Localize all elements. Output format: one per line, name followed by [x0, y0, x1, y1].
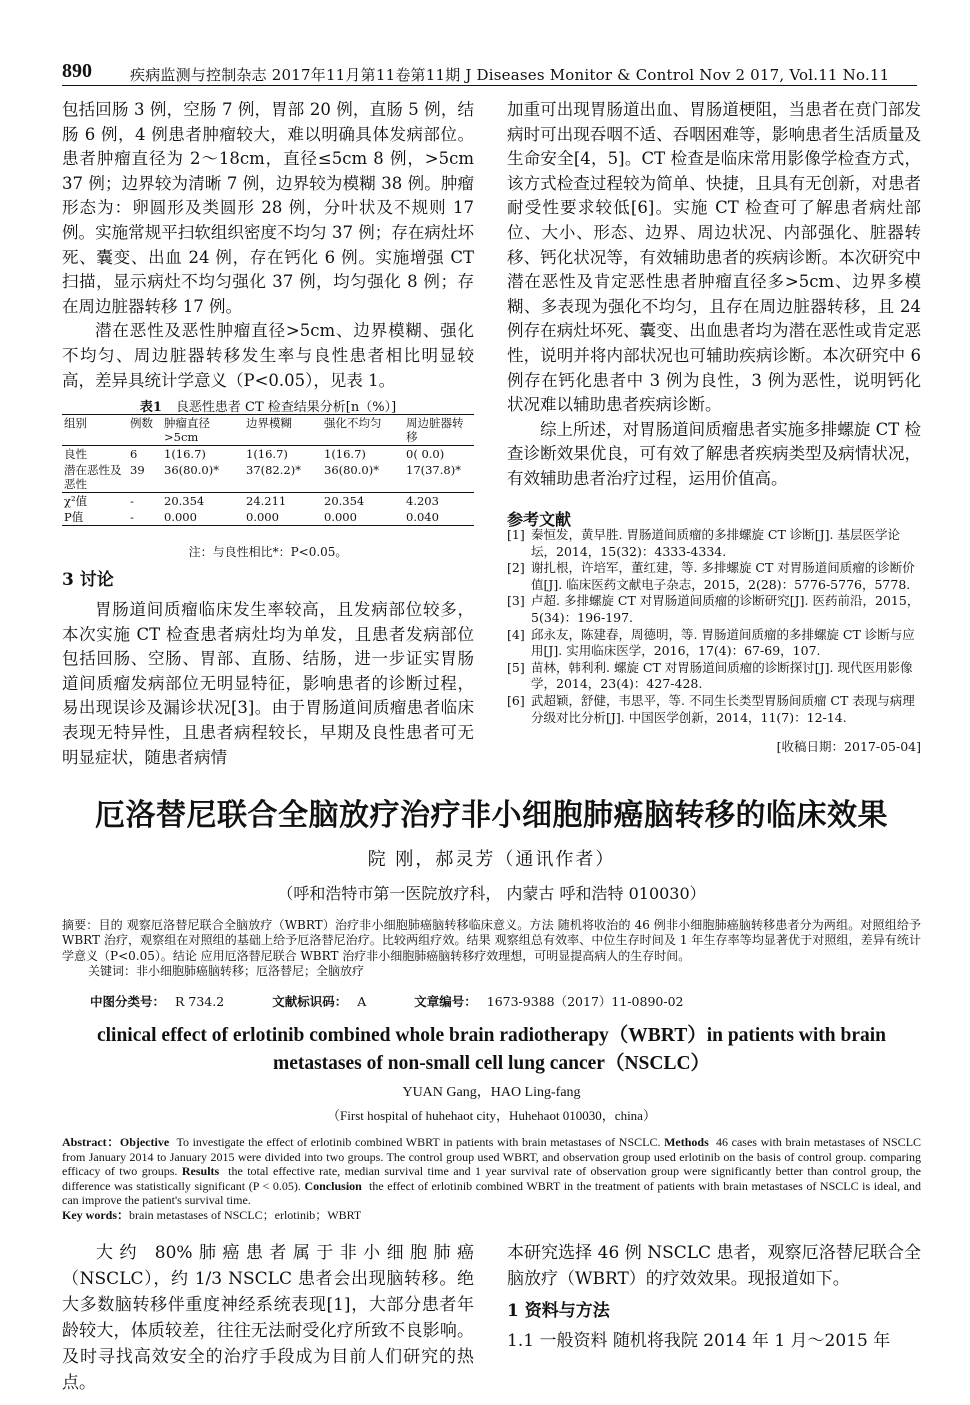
table-cell: 4.203 [406, 494, 439, 508]
intro-right-column [507, 1240, 921, 1354]
reference-text: 秦恒发，黄早胜. 胃肠道间质瘤的多排螺旋 CT 诊断[J]. 基层医学论坛，2014，15(32)：4333-4334. [531, 527, 901, 559]
section-heading: 1 资料与方法 [507, 1301, 610, 1321]
reference-number: [1] [507, 527, 525, 542]
table-number: 表1 [139, 400, 162, 415]
reference-number: [6] [507, 692, 525, 708]
table-cell: 24.211 [246, 494, 287, 508]
abstract-en-conclusion: the effect of erlotinib combined WBRT in the treatment of patients with brain metastases of NSCLC is ideal, and can improve the patient's survival time. [62, 1178, 921, 1208]
table-row [62, 462, 474, 493]
reference-item [507, 693, 921, 726]
abstract-en-objective: To investigate the effect of erlotinib combined WBRT in patients with brain metastases of NSCLC. [176, 1135, 661, 1149]
table-cell: 20.354 [164, 494, 205, 508]
reference-number: [2] [507, 560, 525, 576]
table-row [62, 509, 474, 526]
reference-number: [5] [507, 659, 525, 675]
table-cell: 0( 0.0) [406, 447, 445, 461]
body-paragraph: 综上所述，对胃肠道间质瘤患者实施多排螺旋 CT 检查诊断效果优良，可有效了解患者疾病类型及病情状况，有效辅助患者治疗过程，运用价值高。 [507, 419, 921, 488]
page-header [62, 60, 917, 86]
reference-item [507, 527, 921, 560]
table-cell: 1(16.7) [246, 447, 288, 461]
body-paragraph: 本研究选择 46 例 NSCLC 患者，观察厄洛替尼联合全脑放疗（WBRT）的疗效效果。现报道如下。 [507, 1243, 921, 1289]
keywords-cn: 关键词：非小细胞肺癌脑转移；厄洛替尼；全脑放疗 [88, 964, 365, 979]
table-header: 强化不均匀 [324, 416, 382, 430]
abstract-cn [62, 918, 921, 980]
body-paragraph: 胃肠道间质瘤临床发生率较高，且发病部位较多，本次实施 CT 检查患者病灶均为单发，且患者发病部位包括回肠、空肠、胃部、直肠、结肠，进一步证实胃肠道间质瘤发病部位无明显特征，影响患者的诊断过程，易出现误诊及漏诊状况[3]。由于胃肠道间质瘤患者临床表现无特异性，且患者病程较长，早期及良性患者可无明显症状，随患者病情 [62, 600, 474, 767]
reference-text: 卢超. 多排螺旋 CT 对胃肠道间质瘤的诊断研究[J]. 医药前沿，2015，5(34)：196-197. [531, 593, 920, 625]
affiliation-en: （First hospital of huhehaot city，Huhehaot 010030，china） [327, 1108, 656, 1123]
table-cell: 36(80.0)* [324, 463, 379, 477]
page-number: 890 [62, 60, 92, 82]
table-cell: 良性 [64, 447, 87, 461]
table-cell: 6 [130, 447, 138, 461]
table-cell: 0.040 [406, 510, 439, 524]
reference-number: [4] [507, 626, 525, 642]
subsection-paragraph: 1.1 一般资料 随机将我院 2014 年 1 月～2015 年 [507, 1331, 891, 1351]
table-cell: - [130, 510, 134, 524]
table-header: 边界模糊 [246, 416, 292, 430]
table-cell: 36(80.0)* [164, 463, 219, 477]
table-cell: 1(16.7) [164, 447, 206, 461]
reference-number: [3] [507, 593, 525, 609]
received-date: [收稿日期：2017-05-04] [776, 739, 921, 754]
intro-left-column [62, 1240, 474, 1396]
reference-text: 苗林，韩利利. 螺旋 CT 对胃肠道间质瘤的诊断探讨[J]. 现代医用影像学，2014，23(4)：427-428. [531, 659, 913, 692]
body-paragraph: 加重可出现胃肠道出血、胃肠道梗阻，当患者在贲门部发病时可出现吞咽不适、吞咽困难等，影响患者生活质量及生命安全[4，5]。CT 检查是临床常用影像学检查方式，该方式检查过程较为简单、快捷，且具有无创新，对患者耐受性要求较低[6]。实施 CT 检查可了解患者病灶部位、大小、形态、边界、周边状况、内部强化、脏器转移、钙化状况等，有效辅助患者的疾病诊断。本次研究中潜在恶性及肯定恶性患者肿瘤直径多>5cm、边界多模糊、多表现为强化不均匀，且存在周边脏器转移，且 24 例存在病灶坏死、囊变、出血患者均为潜在恶性或肯定恶性，说明并将内部状况也可辅助疾病诊断。本次研究中 6 例存在钙化患者中 3 例为良性，3 例为恶性，说明钙化状况难以辅助患者疾病诊断。 [507, 100, 921, 415]
reference-item [507, 560, 921, 593]
table-note: 注：与良性相比*：P<0.05。 [188, 545, 348, 559]
keywords-en-line [62, 1208, 921, 1223]
classification-line [90, 992, 921, 1010]
references-list [507, 527, 921, 726]
table-title: 良恶性患者 CT 检查结果分析[n（%）] [175, 400, 397, 415]
body-paragraph: 潜在恶性及恶性肿瘤直径>5cm、边界模糊、强化不均匀、周边脏器转移发生率与良性患者相比明显较高，差异具统计学意义（P<0.05），见表 1。 [62, 321, 474, 390]
table-row [62, 446, 474, 463]
table-header: 肿瘤直径>5cm [164, 416, 210, 444]
table-row [62, 493, 474, 510]
body-paragraph: 包括回肠 3 例，空肠 7 例，胃部 20 例，直肠 5 例，结肠 6 例，4 例患者肿瘤较大，难以明确具体发病部位。患者肿瘤直径为 2～18cm，直径≤5cm 8 例，>5cm 37 例；边界较为清晰 7 例，边界较为模糊 38 例。肿瘤形态为：卵圆形及类圆形 28 例，分叶状及不规则 17 例。实施常规平扫软组织密度不均匀 37 例；存在病灶坏死、囊变、出血 24 例，存在钙化 6 例。实施增强 CT 扫描，显示病灶不均匀强化 37 例，均匀强化 8 例；存在周边脏器转移 17 例。 [62, 100, 474, 316]
authors-en: YUAN Gang，HAO Ling-fang [402, 1085, 581, 1100]
doc-code-value: A [357, 994, 367, 1009]
abstract-cn-text: 摘要：目的 观察厄洛替尼联合全脑放疗（WBRT）治疗非小细胞肺癌脑转移临床意义。方法 随机将收治的 46 例非小细胞肺癌脑转移患者分为两组。对照组给予 WBRT 治疗，观察组在对照组的基础上给予厄洛替尼治疗。比较两组疗效。结果 观察组总有效率、中位生存时间及 1 年生存率等均显著优于对照组，差异有统计学意义（P<0.05）。结论 应用厄洛替尼联合 WBRT 治疗非小细胞肺癌脑转移疗效理想，可明显提高病人的生存时间。 [62, 918, 921, 963]
reference-item [507, 593, 921, 626]
abstract-en-methods: 46 cases with brain metastases of NSCLC from January 2014 to January 2015 were divided into two groups. The control group used WBRT, and observation group used erlotinib on the basis of control group. comparing efficacy of two groups. [62, 1135, 922, 1179]
clc-label: 中图分类号： [90, 994, 166, 1009]
reference-text: 武超颖，舒健，韦思平，等. 不同生长类型胃肠间质瘤 CT 表现与病理分级对比分析[J]. 中国医学创新，2014，11(7)：12-14. [531, 692, 915, 725]
table-header-row [62, 415, 474, 446]
prev-left-column [62, 98, 474, 393]
table-cell: P值 [64, 510, 84, 524]
table-header: 例数 [130, 416, 153, 430]
table-cell: 39 [130, 463, 145, 477]
prev-right-column [507, 98, 921, 492]
reference-text: 谢扎根，许培军，董红建，等. 多排螺旋 CT 对胃肠道间质瘤的诊断价值[J]. 临床医药文献电子杂志，2015，2(28)：5776-5776，5778. [531, 560, 915, 592]
table-cell: χ²值 [64, 494, 88, 508]
reference-text: 邱永友，陈建春，周德明，等. 胃肠道间质瘤的多排螺旋 CT 诊断与应用[J]. 实用临床医学，2016，17(4)：67-69，107. [531, 626, 915, 659]
discussion-column [62, 598, 474, 770]
table-cell: 0.000 [324, 510, 357, 524]
article-title-cn: 厄洛替尼联合全脑放疗治疗非小细胞肺癌脑转移的临床效果 [95, 798, 888, 833]
journal-info: 疾病监测与控制杂志 2017年11月第11卷第11期 J Diseases Monitor & Control Nov 2 017, Vol.11 No.11 [130, 66, 890, 84]
keywords-en: brain metastases of NSCLC；erlotinib；WBRT [129, 1207, 362, 1222]
table-cell: 1(16.7) [324, 447, 366, 461]
table-cell: 17(37.8)* [406, 463, 461, 477]
affiliation-cn: （呼和浩特市第一医院放疗科， 内蒙古 呼和浩特 010030） [277, 884, 706, 903]
table-header: 组别 [64, 416, 87, 430]
table-caption [62, 396, 474, 415]
table-cell: - [130, 494, 134, 508]
authors-cn: 院 刚，郝灵芳（通讯作者） [367, 849, 616, 870]
results-table [62, 414, 474, 526]
table-cell: 37(82.2)* [246, 463, 301, 477]
abstract-en-text [62, 1135, 921, 1208]
table-cell: 潜在恶性及恶性 [64, 463, 122, 491]
abstract-en-results: the total effective rate, median survival time and 1 year survival rate of observation group were significantly better than control group, the difference was statistically significant (P < 0.05). [62, 1164, 922, 1193]
reference-item [507, 660, 921, 693]
table-cell: 0.000 [246, 510, 279, 524]
abstract-en-results-label: Results [181, 1164, 220, 1179]
abstract-en-label: Abstract：Objective [62, 1135, 170, 1149]
abstract-en-conclusion-label: Conclusion [304, 1178, 362, 1193]
clc-value: R 734.2 [175, 994, 225, 1009]
table-cell: 0.000 [164, 510, 197, 524]
doc-code-label: 文献标识码： [272, 994, 348, 1009]
article-title-en: clinical effect of erlotinib combined whole brain radiotherapy（WBRT）in patients with brain metastases of non-small cell lung cancer（NSCLC） [96, 1025, 887, 1074]
table-cell: 20.354 [324, 494, 365, 508]
body-paragraph: 大约 80%肺癌患者属于非小细胞肺癌（NSCLC），约 1/3 NSCLC 患者会出现脑转移。绝大多数脑转移伴重度神经系统表现[1]，大部分患者年龄较大，体质较差，往往无法耐受化疗所致不良影响。及时寻找高效安全的治疗手段成为目前人们研究的热点。 [62, 1243, 474, 1393]
abstract-en-methods-label: Methods [664, 1135, 709, 1149]
header-rule [62, 85, 917, 86]
article-no-value: 1673-9388（2017）11-0890-02 [486, 994, 684, 1009]
table-header: 周边脏器转移 [406, 416, 464, 444]
article-no-label: 文章编号： [414, 994, 477, 1009]
keywords-en-label: Key words： [62, 1207, 129, 1222]
section-heading: 3 讨论 [62, 570, 114, 590]
abstract-en [62, 1135, 921, 1223]
reference-item [507, 627, 921, 660]
references-heading: 参考文献 [507, 510, 572, 529]
